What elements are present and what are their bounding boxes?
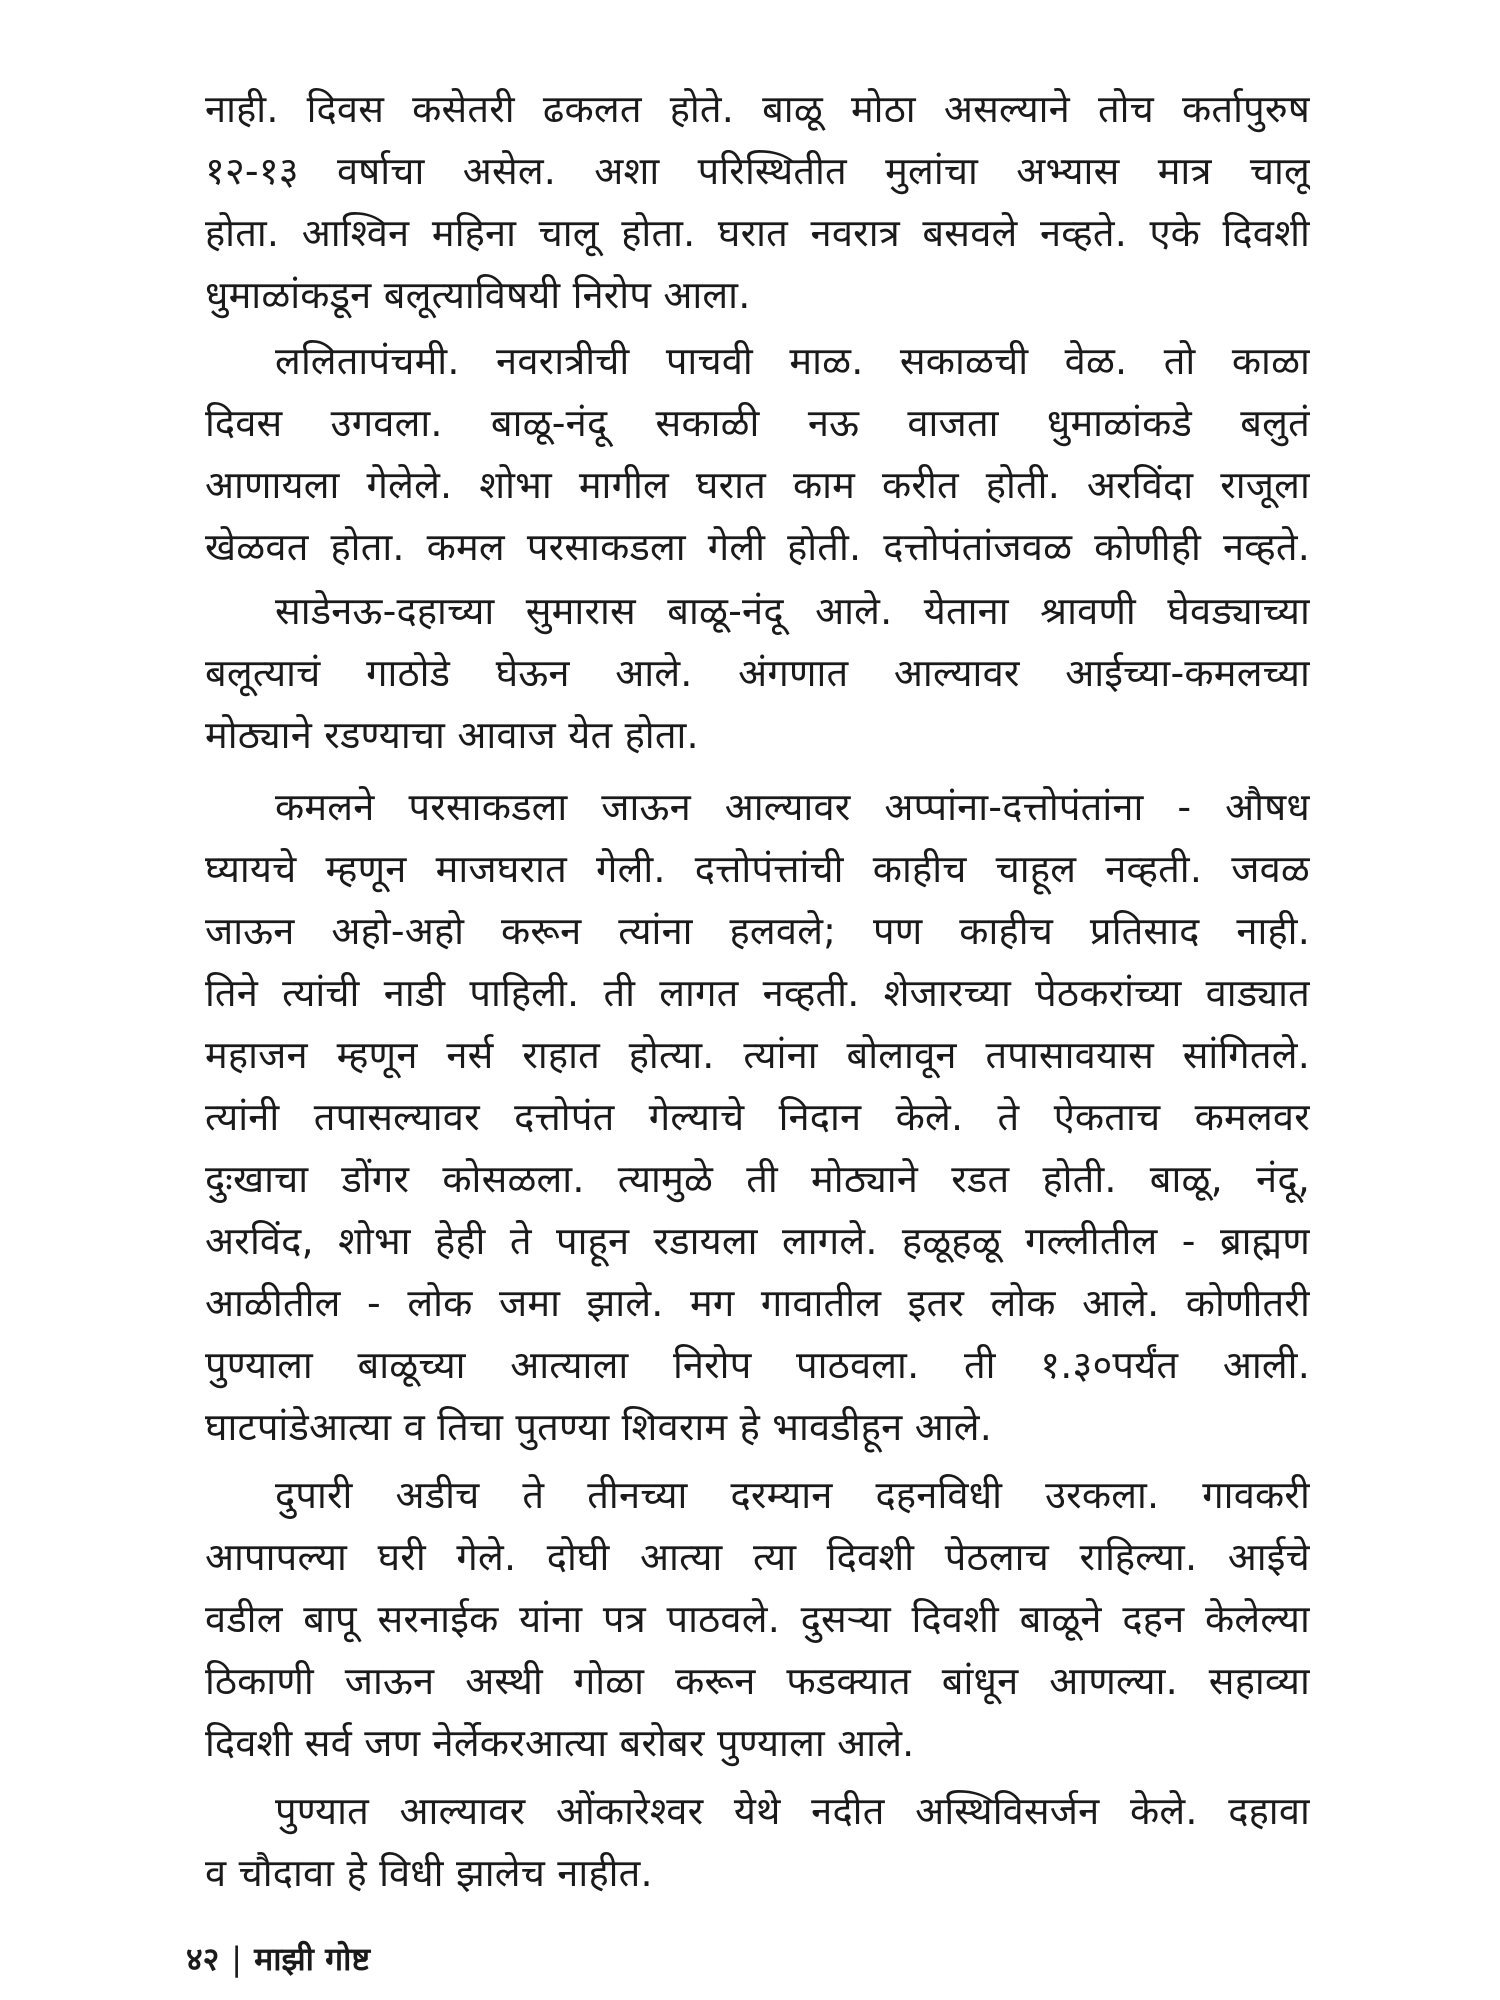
text-line: १२-१३ वर्षाचा असेल. अशा परिस्थितीत मुलांचा अभ्यास मात्र चालू xyxy=(205,149,1310,193)
text-line: पुण्याला बाळूच्या आत्याला निरोप पाठवला. ती १.३०पर्यंत आली. xyxy=(205,1343,1310,1387)
text-line: आणायला गेलेले. शोभा मागील घरात काम करीत होती. अरविंदा राजूला xyxy=(205,463,1310,507)
page-number: ४२ xyxy=(186,1940,220,1978)
text-line: दुःखाचा डोंगर कोसळला. त्यामुळे ती मोठ्याने रडत होती. बाळू, नंदू, xyxy=(205,1157,1310,1201)
text-line: मोठ्याने रडण्याचा आवाज येत होता. xyxy=(205,713,699,757)
page-footer xyxy=(186,1934,370,1984)
text-line: धुमाळांकडून बलूत्याविषयी निरोप आला. xyxy=(205,273,751,317)
text-line: ठिकाणी जाऊन अस्थी गोळा करून फडक्यात बांधून आणल्या. सहाव्या xyxy=(205,1659,1310,1703)
text-line: आळीतील - लोक जमा झाले. मग गावातील इतर लोक आले. कोणीतरी xyxy=(205,1281,1310,1325)
text-line: तिने त्यांची नाडी पाहिली. ती लागत नव्हती. शेजारच्या पेठकरांच्या वाड्यात xyxy=(205,971,1310,1015)
text-line: दिवशी सर्व जण नेर्लेकरआत्या बरोबर पुण्याला आले. xyxy=(205,1721,915,1765)
text-line: साडेनऊ-दहाच्या सुमारास बाळू-नंदू आले. येताना श्रावणी घेवड्याच्या xyxy=(275,589,1310,633)
text-line: दिवस उगवला. बाळू-नंदू सकाळी नऊ वाजता धुमाळांकडे बलुतं xyxy=(205,401,1310,445)
text-line: जाऊन अहो-अहो करून त्यांना हलवले; पण काहीच प्रतिसाद नाही. xyxy=(205,909,1310,953)
book-title: माझी गोष्ट xyxy=(254,1940,371,1978)
text-line: बलूत्याचं गाठोडे घेऊन आले. अंगणात आल्यावर आईच्या-कमलच्या xyxy=(205,651,1310,695)
text-line: आपापल्या घरी गेले. दोघी आत्या त्या दिवशी पेठलाच राहिल्या. आईचे xyxy=(205,1535,1310,1579)
text-line: व चौदावा हे विधी झालेच नाहीत. xyxy=(205,1851,653,1895)
text-line: होता. आश्विन महिना चालू होता. घरात नवरात्र बसवले नव्हते. एके दिवशी xyxy=(205,211,1310,255)
text-line: घ्यायचे म्हणून माजघरात गेली. दत्तोपंत्तांची काहीच चाहूल नव्हती. जवळ xyxy=(205,847,1310,891)
text-line: खेळवत होता. कमल परसाकडला गेली होती. दत्तोपंतांजवळ कोणीही नव्हते. xyxy=(205,525,1310,569)
text-line: नाही. दिवस कसेतरी ढकलत होते. बाळू मोठा असल्याने तोच कर्तापुरुष xyxy=(205,87,1310,131)
text-line: पुण्यात आल्यावर ओंकारेश्वर येथे नदीत अस्थिविसर्जन केले. दहावा xyxy=(275,1789,1310,1833)
text-line: दुपारी अडीच ते तीनच्या दरम्यान दहनविधी उरकला. गावकरी xyxy=(275,1473,1310,1517)
footer-separator: | xyxy=(231,1940,243,1978)
text-line: महाजन म्हणून नर्स राहात होत्या. त्यांना बोलावून तपासावयास सांगितले. xyxy=(205,1033,1310,1077)
text-line: त्यांनी तपासल्यावर दत्तोपंत गेल्याचे निदान केले. ते ऐकताच कमलवर xyxy=(205,1095,1310,1139)
text-line: अरविंद, शोभा हेही ते पाहून रडायला लागले. हळूहळू गल्लीतील - ब्राह्मण xyxy=(205,1219,1310,1263)
text-line: ललितापंचमी. नवरात्रीची पाचवी माळ. सकाळची वेळ. तो काळा xyxy=(275,339,1310,383)
text-line: कमलने परसाकडला जाऊन आल्यावर अप्पांना-दत्तोपंतांना - औषध xyxy=(275,785,1310,829)
text-line: वडील बापू सरनाईक यांना पत्र पाठवले. दुसऱ्या दिवशी बाळूने दहन केलेल्या xyxy=(205,1597,1310,1641)
text-line: घाटपांडेआत्या व तिचा पुतण्या शिवराम हे भावडीहून आले. xyxy=(205,1405,992,1449)
